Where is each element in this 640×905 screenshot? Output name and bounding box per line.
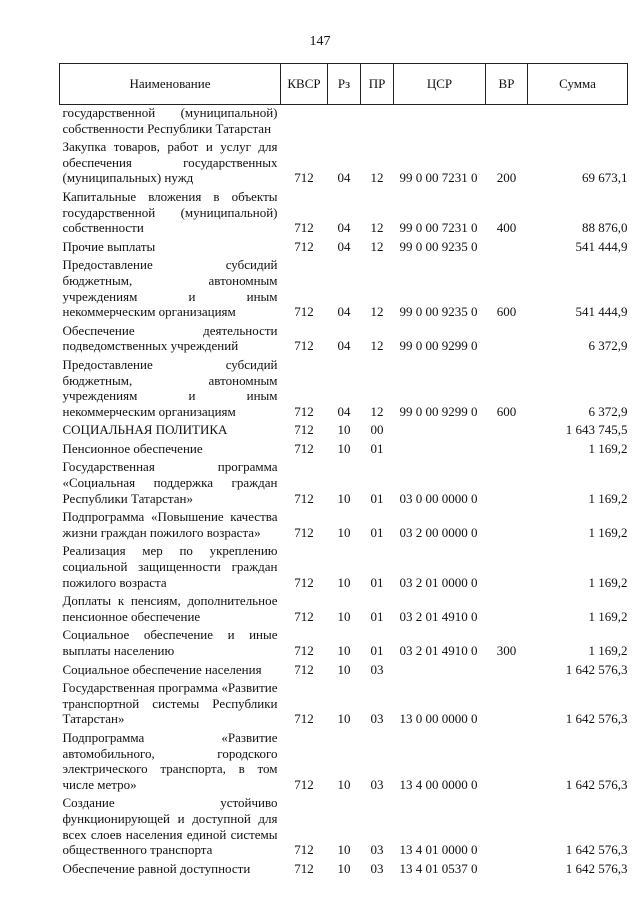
cell-kvsr: 712 <box>294 524 314 540</box>
cell-kvsr: 712 <box>294 238 314 254</box>
cell-csr: 13 0 00 0000 0 <box>399 711 478 727</box>
cell-pr: 03 <box>370 711 384 727</box>
cell-rz <box>328 105 361 137</box>
cell-rz: 04 <box>337 220 351 236</box>
cell-sum: 1 169,2 <box>588 524 628 540</box>
column-header-rz: Рз <box>328 64 361 105</box>
cell-sum: 1 643 745,5 <box>565 422 628 438</box>
cell-name: Прочие выплаты <box>62 238 156 254</box>
cell-rz: 10 <box>337 574 351 590</box>
cell-pr: 01 <box>370 608 384 624</box>
table-row <box>60 624 628 658</box>
cell-name: Государственная программа «Развитие транспортной системы Республики Татарстан» <box>62 680 278 727</box>
cell-vr <box>486 236 528 255</box>
cell-rz: 10 <box>337 490 351 506</box>
cell-vr <box>486 419 528 438</box>
cell-sum: 6 372,9 <box>588 403 628 419</box>
cell-sum: 1 169,2 <box>588 574 628 590</box>
cell-csr <box>394 659 486 678</box>
cell-rz: 10 <box>337 776 351 792</box>
table-row <box>60 136 628 186</box>
cell-kvsr: 712 <box>294 440 314 456</box>
cell-sum: 1 169,2 <box>588 490 628 506</box>
cell-rz: 10 <box>337 524 351 540</box>
cell-name: Подпрограмма «Развитие автомобильного, городского электрического транспорта, в том числе метро» <box>62 729 278 792</box>
cell-csr: 13 4 00 0000 0 <box>399 776 478 792</box>
cell-pr: 00 <box>370 422 384 438</box>
cell-kvsr: 712 <box>294 220 314 236</box>
cell-csr: 03 2 01 4910 0 <box>399 608 478 624</box>
cell-rz: 10 <box>337 711 351 727</box>
cell-kvsr: 712 <box>294 170 314 186</box>
cell-rz: 10 <box>337 643 351 658</box>
cell-vr <box>486 590 528 624</box>
cell-name: Социальное обеспечение населения <box>62 661 262 677</box>
table-row <box>60 540 628 590</box>
cell-pr: 01 <box>370 574 384 590</box>
cell-vr <box>486 792 528 857</box>
table-row <box>60 438 628 457</box>
cell-sum: 541 444,9 <box>575 304 628 320</box>
cell-csr: 13 4 01 0000 0 <box>399 842 478 858</box>
table-row <box>60 320 628 354</box>
table-body <box>60 105 628 877</box>
cell-rz: 04 <box>337 338 351 354</box>
cell-sum: 1 642 576,3 <box>565 661 628 677</box>
table-row <box>60 254 628 319</box>
cell-kvsr: 712 <box>294 338 314 354</box>
table-row <box>60 792 628 857</box>
table-row <box>60 456 628 506</box>
table-row <box>60 506 628 540</box>
cell-vr <box>486 659 528 678</box>
cell-sum: 88 876,0 <box>582 220 628 236</box>
cell-sum: 1 169,2 <box>588 440 628 456</box>
cell-pr: 01 <box>370 490 384 506</box>
table-row <box>60 659 628 678</box>
cell-sum: 6 372,9 <box>588 338 628 354</box>
cell-kvsr: 712 <box>294 608 314 624</box>
cell-vr <box>486 456 528 506</box>
cell-csr: 99 0 00 9235 0 <box>399 238 478 254</box>
cell-csr <box>394 105 486 137</box>
cell-sum: 1 642 576,3 <box>565 842 628 858</box>
cell-vr <box>486 320 528 354</box>
cell-pr: 12 <box>370 220 384 236</box>
cell-rz: 04 <box>337 304 351 320</box>
cell-pr: 12 <box>370 304 384 320</box>
column-header-pr: ПР <box>361 64 394 105</box>
cell-kvsr: 712 <box>294 643 314 658</box>
cell-vr: 600 <box>496 304 517 320</box>
cell-kvsr: 712 <box>294 490 314 506</box>
table-row <box>60 236 628 255</box>
cell-rz: 10 <box>337 422 351 438</box>
cell-vr <box>486 438 528 457</box>
cell-sum: 1 169,2 <box>588 608 628 624</box>
cell-pr: 12 <box>370 403 384 419</box>
column-header-csr: ЦСР <box>394 64 486 105</box>
cell-csr: 03 2 00 0000 0 <box>399 524 478 540</box>
cell-rz: 10 <box>337 860 351 876</box>
cell-sum: 541 444,9 <box>575 238 628 254</box>
table-row <box>60 858 628 877</box>
cell-vr: 300 <box>496 643 517 658</box>
cell-kvsr: 712 <box>294 403 314 419</box>
table-row <box>60 419 628 438</box>
cell-vr <box>486 727 528 792</box>
cell-kvsr: 712 <box>294 860 314 876</box>
cell-kvsr: 712 <box>294 842 314 858</box>
cell-name: государственной (муниципальной) собственности Республики Татарстан <box>62 105 278 136</box>
cell-name: Пенсионное обеспечение <box>62 440 203 456</box>
cell-pr <box>361 105 394 137</box>
cell-csr: 99 0 00 7231 0 <box>399 220 478 236</box>
page-number: 147 <box>309 34 331 49</box>
cell-kvsr <box>281 105 328 137</box>
cell-name: Обеспечение равной доступности <box>62 860 251 876</box>
column-header-sum: Сумма <box>528 64 628 105</box>
column-header-kvsr: КВСР <box>281 64 328 105</box>
table-row <box>60 727 628 792</box>
cell-pr: 12 <box>370 338 384 354</box>
cell-pr: 01 <box>370 524 384 540</box>
cell-rz: 10 <box>337 842 351 858</box>
cell-name: СОЦИАЛЬНАЯ ПОЛИТИКА <box>62 422 228 438</box>
cell-name: Закупка товаров, работ и услуг для обеспечения государственных (муниципальных) нужд <box>62 139 278 186</box>
cell-name: Подпрограмма «Повышение качества жизни граждан пожилого возраста» <box>62 509 278 540</box>
cell-pr: 03 <box>370 776 384 792</box>
table-row <box>60 105 628 137</box>
cell-vr: 200 <box>496 170 517 186</box>
cell-csr: 99 0 00 9299 0 <box>399 338 478 354</box>
cell-pr: 12 <box>370 170 384 186</box>
cell-pr: 03 <box>370 842 384 858</box>
cell-name: Обеспечение деятельности подведомственных учреждений <box>62 322 278 354</box>
budget-table <box>59 63 628 876</box>
cell-csr: 03 2 01 4910 0 <box>399 643 478 658</box>
cell-name: Предоставление субсидий бюджетным, автономным учреждениям и иным некоммерческим организациям <box>62 356 278 419</box>
cell-kvsr: 712 <box>294 422 314 438</box>
cell-csr: 99 0 00 7231 0 <box>399 170 478 186</box>
cell-name: Доплаты к пенсиям, дополнительное пенсионное обеспечение <box>62 593 278 624</box>
cell-pr: 12 <box>370 238 384 254</box>
cell-csr: 03 0 00 0000 0 <box>399 490 478 506</box>
cell-name: Капитальные вложения в объекты государственной (муниципальной) собственности <box>62 188 278 236</box>
cell-pr: 01 <box>370 643 384 658</box>
cell-csr <box>394 419 486 438</box>
cell-kvsr: 712 <box>294 711 314 727</box>
cell-csr: 99 0 00 9299 0 <box>399 403 478 419</box>
budget-table-container <box>59 63 627 876</box>
cell-vr <box>486 858 528 877</box>
cell-sum: 1 642 576,3 <box>565 711 628 727</box>
cell-sum: 1 642 576,3 <box>565 860 628 876</box>
cell-name: Социальное обеспечение и иные выплаты населению <box>62 627 278 658</box>
cell-sum: 69 673,1 <box>582 170 628 186</box>
table-row <box>60 677 628 727</box>
cell-rz: 04 <box>337 403 351 419</box>
cell-rz: 04 <box>337 238 351 254</box>
cell-kvsr: 712 <box>294 574 314 590</box>
cell-sum: 1 642 576,3 <box>565 776 628 792</box>
cell-vr <box>486 506 528 540</box>
cell-csr: 03 2 01 0000 0 <box>399 574 478 590</box>
cell-pr: 03 <box>370 860 384 876</box>
column-header-vr: ВР <box>486 64 528 105</box>
cell-rz: 10 <box>337 608 351 624</box>
cell-vr <box>486 105 528 137</box>
table-header <box>60 64 628 105</box>
cell-pr: 01 <box>370 440 384 456</box>
cell-name: Предоставление субсидий бюджетным, автономным учреждениям и иным некоммерческим организациям <box>62 257 278 320</box>
cell-name: Государственная программа «Социальная поддержка граждан Республики Татарстан» <box>62 459 278 506</box>
cell-sum <box>528 105 628 137</box>
cell-csr: 13 4 01 0537 0 <box>399 860 478 876</box>
cell-rz: 10 <box>337 661 351 677</box>
table-row <box>60 186 628 236</box>
table-row <box>60 354 628 419</box>
cell-name: Реализация мер по укреплению социальной защищенности граждан пожилого возраста <box>62 543 278 590</box>
cell-kvsr: 712 <box>294 304 314 320</box>
cell-pr: 03 <box>370 661 384 677</box>
cell-sum: 1 169,2 <box>588 643 628 658</box>
cell-name: Создание устойчиво функционирующей и доступной для всех слоев населения единой системы общественного транспорта <box>62 795 278 858</box>
cell-vr <box>486 540 528 590</box>
cell-kvsr: 712 <box>294 661 314 677</box>
cell-csr: 99 0 00 9235 0 <box>399 304 478 320</box>
column-header-name: Наименование <box>60 64 281 105</box>
cell-rz: 10 <box>337 440 351 456</box>
cell-vr <box>486 677 528 727</box>
cell-csr <box>394 438 486 457</box>
table-row <box>60 590 628 624</box>
cell-vr: 400 <box>496 220 517 236</box>
cell-vr: 600 <box>496 403 517 419</box>
cell-rz: 04 <box>337 170 351 186</box>
cell-kvsr: 712 <box>294 776 314 792</box>
